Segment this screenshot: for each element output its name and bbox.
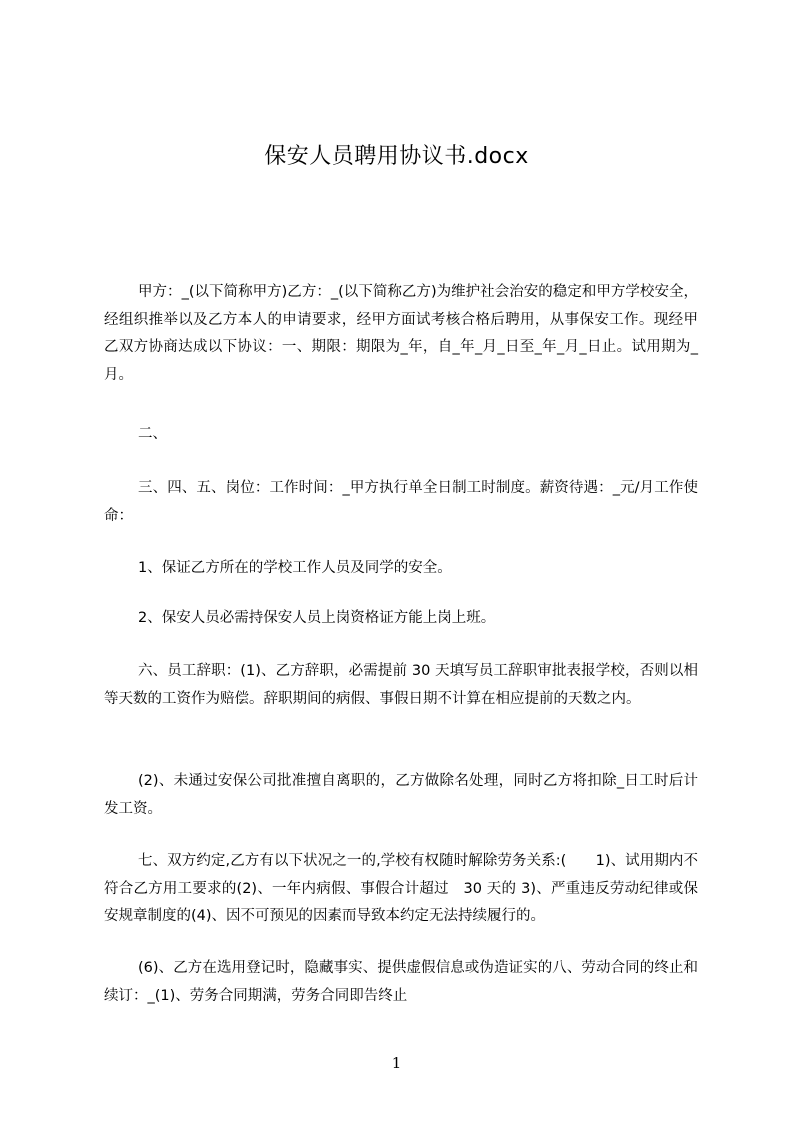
paragraph-resignation: 六、员工辞职：(1)、乙方辞职，必需提前 30 天填写员工辞职审批表报学校，否则以相等天数的工资作为赔偿。辞职期间的病假、事假日期不计算在相应提前的天数之内。 xyxy=(104,663,698,707)
paragraph-unauthorized-leave: (2)、未通过安保公司批准擅自离职的，乙方做除名处理，同时乙方将扣除_日工时后计发工资。 xyxy=(104,773,698,817)
paragraph-duty-2: 2、保安人员必需持保安人员上岗资格证方能上岗上班。 xyxy=(138,610,496,626)
paragraph-position-salary: 三、四、五、岗位：工作时间：_甲方执行单全日制工时制度。薪资待遇：_元/月工作使命： xyxy=(104,480,698,524)
paragraph-false-info: (6)、乙方在选用登记时，隐藏事实、提供虚假信息或伪造证实的八、劳动合同的终止和续订：_(1)、劳务合同期满，劳务合同即告终止 xyxy=(104,960,698,1004)
paragraph-termination-conditions: 七、双方约定,乙方有以下状况之一的,学校有权随时解除劳务关系:( 1)、试用期内不符合乙方用工要求的(2)、一年内病假、事假合计超过 30 天的 3)、严重违反劳动纪律或保安规章制度的(4)、因不可预见的因素而导致本约定无法持续履行的。 xyxy=(104,853,698,924)
paragraph-duty-1: 1、保证乙方所在的学校工作人员及同学的安全。 xyxy=(138,560,452,576)
paragraph-parties: 甲方：_(以下简称甲方)乙方：_(以下简称乙方)为维护社会治安的稳定和甲方学校安全，经组织推举以及乙方本人的申请要求，经甲方面试考核合格后聘用，从事保安工作。现经甲乙双方协商达成以下协议：一、期限：期限为_年，自_年_月_日至_年_月_日止。试用期为_月。 xyxy=(104,284,698,383)
page-number: 1 xyxy=(391,1054,402,1072)
document-title: 保安人员聘用协议书.docx xyxy=(264,144,529,169)
paragraph-section-2: 二、 xyxy=(138,426,167,442)
